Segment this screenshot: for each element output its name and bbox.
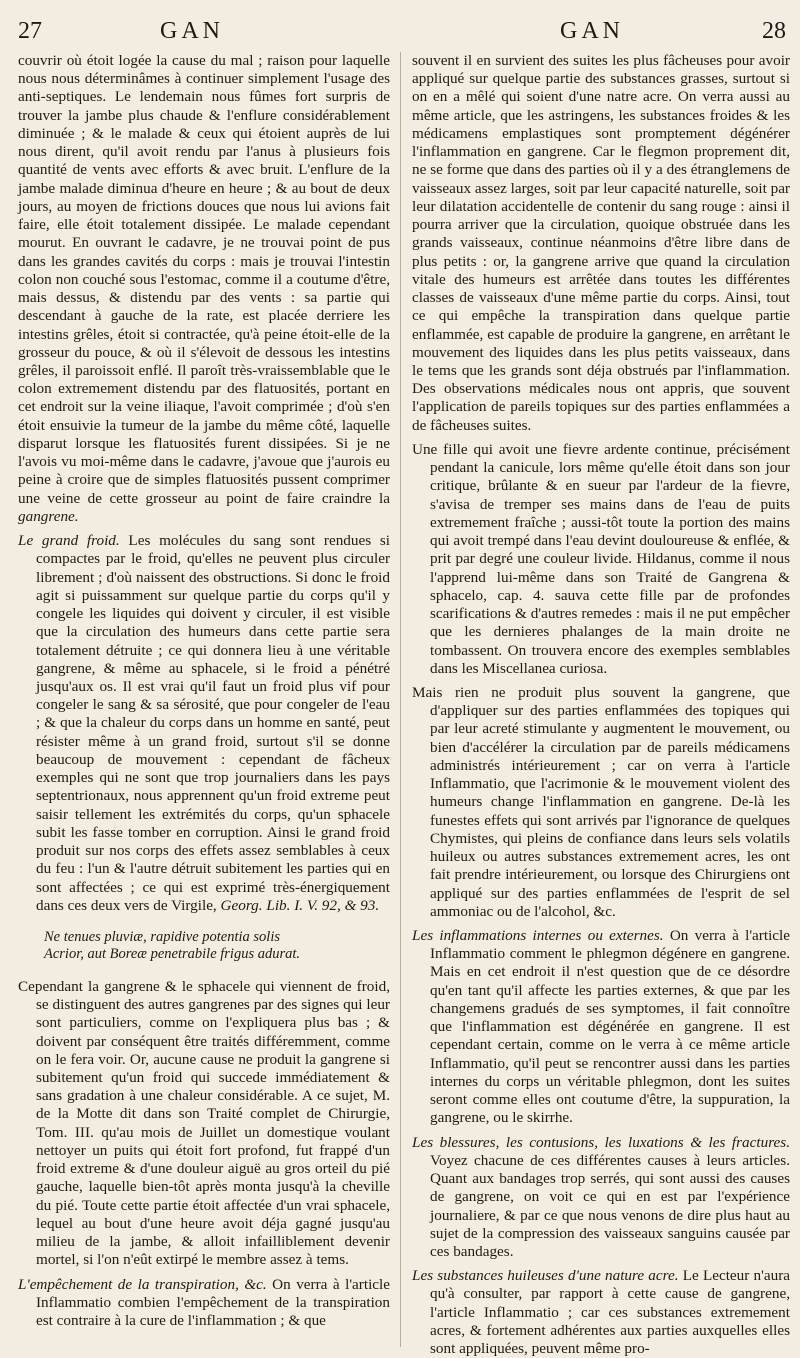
section-heading: Les blessures, les contusions, les luxations & les fractures. xyxy=(412,1133,790,1151)
paragraph: L'empêchement de la transpiration, &c. On verra à l'article Inflammatio combien l'empêchement de la transpiration est contraire à la cure de l'inflammation ; & que xyxy=(18,1275,390,1330)
citation: Georg. Lib. I. V. 92, & 93. xyxy=(220,896,380,914)
paragraph: Mais rien ne produit plus souvent la gangrene, que d'appliquer sur des parties enflammées des topiques qui par leur acreté stimulante y augmentent le mouvement, ou bien d'accélérer la circulation par de pareils médicamens administrés intérieurement ; car on verra à l'article Inflammatio, que l'acrimonie & le mouvement violent des humeurs change l'inflammation en gangrene. De-là les funestes effets qui sont arrivés par l'ignorance de quelques Chymistes, qui pleins de confiance dans leurs sels volatils huileux ou autres substances extremement acres, les ont fait prendre intérieurement, ou lorsque des Chirurgiens ont appliqué sur des parties enflammées de l'esprit de sel ammoniac ou de l'alcohol, &c. xyxy=(412,683,790,920)
verse-line: Ne tenues pluviæ, rapidive potentia solis xyxy=(44,929,281,946)
paragraph: Les substances huileuses d'une nature acre. Le Lecteur n'aura qu'à consulter, par rapport à cette cause de gangrene, l'article Inflammatio ; car ces substances extremement acres, & fortement adhérentes aux parties auxquelles elles sont appliquées, peuvent même pro- xyxy=(412,1267,790,1358)
right-page-number: 28 xyxy=(762,18,786,44)
paragraph: Les blessures, les contusions, les luxations & les fractures. Voyez chacune de ces différentes causes à leurs articles. Quant aux bandages trop serrés, qui sont aussi des causes de gangrene, on voit ce qui en est par l'expérience journaliere, & par ce que nous venons de dire plus haut au sujet de la compression des vaisseaux sanguins causée par ces bandages. xyxy=(412,1133,790,1260)
right-column xyxy=(412,52,790,1358)
section-heading: L'empêchement de la transpiration, &c. xyxy=(18,1275,267,1293)
left-running-title: GAN xyxy=(160,18,224,44)
section-heading: Le grand froid. xyxy=(18,532,120,550)
paragraph: couvrir où étoit logée la cause du mal ; raison pour laquelle nous nous déterminâmes à continuer simplement l'usage des anti-septiques. Le lendemain nous fûmes fort surpris de trouver la jambe plus chaude & l'enflure considérablement diminuée ; & le malade & ceux qui étoient auprès de lui nous dirent, qu'il avoit rendu par l'anus à plusieurs fois quantité de vents avec efforts & avec bruit. L'enflure de la jambe malade diminua d'heure en heure ; & au bout de deux jours, au moyen de frictions douces que nous lui avions fait faire, elle étoit totalement dissipée. Le malade cependant mourut. En ouvrant le cadavre, je ne trouvai point de pus dans les grandes cavités du corps : mais je trouvai l'intestin colon non couché sous l'estomac, comme il a coutume d'être, mais dessus, & distendu par des vents : sa partie qui descendant à gauche de la rate, est placée derriere les intestins grêles, étoit si contractée, qu'à peine étoit-elle de la grosseur du pouce, & où il s'élevoit de dessous les intestins grêles, il paroissoit enflé. Il paroît très-vraissemblable que le colon extremement distendu par des flatuosités, portant en cet endroit sur la veine iliaque, l'avoit comprimée ; d'où s'en étoit ensuivie la tumeur de la jambe du même côté, laquelle disparut lorsque les flatuosités furent dissipées. Si je ne l'avois vu moi-même dans le cadavre, j'avoue que j'aurois eu peine à croire que de simples flatuosités pussent comprimer une veine de cette grosseur au point de faire craindre la gangrene. xyxy=(18,52,390,525)
paragraph: Les inflammations internes ou externes. On verra à l'article Inflammatio comment le phlegmon dégénere en gangrene. Mais en cet endroit il n'est question que de ce désordre qu'en tant qu'il affecte les parties externes, & que par les changemens gradués de ses symptomes, il fait connoître que l'inflammation est dégénérée en gangrene. Il est cependant certain, comme on le verra à ce même article Inflammatio, qu'il peut se rencontrer aussi dans les parties internes du corps un véritable phlegmon, dont les suites seront comme elles ont coutume d'être, la suppuration, la gangrene, ou le skirrhe. xyxy=(412,927,790,1127)
italic-term: gangrene. xyxy=(18,507,79,525)
paragraph: Cependant la gangrene & le sphacele qui viennent de froid, se distinguent des autres gangrenes par des signes qui leur sont particuliers, comme on l'expliquera plus bas ; & doivent par conséquent être traités différemment, comme on le fera voir. Or, aucune cause ne produit la gangrene si subitement qu'un froid qui succede immédiatement & sans gradation à une chaleur considérable. A ce sujet, M. de la Motte dit dans son Traité complet de Chirurgie, Tom. III. qu'au mois de Juillet un domestique voulant nettoyer un puits qui étoit fort profond, fut frappé d'un froid extreme & d'une douleur aiguë au gros orteil du pié gauche, laquelle bien-tôt après monta jusqu'à la cheville du pié. Toute cette partie étoit affectée d'un vrai sphacele, lequel au bout d'une heure avoit déja gagné jusqu'au milieu de la jambe, & alloit infailliblement devenir mortel, si l'on n'eût extirpé le membre assez à tems. xyxy=(18,977,390,1269)
left-column xyxy=(18,52,390,1347)
section-heading: Les substances huileuses d'une nature acre. xyxy=(412,1267,679,1285)
verse-quotation xyxy=(44,929,390,964)
verse-line: Acrior, aut Boreæ penetrabile frigus adurat. xyxy=(44,946,301,963)
paragraph: Une fille qui avoit une fievre ardente continue, précisément pendant la canicule, lors même qu'elle étoit dans son jour critique, brûlante & en sueur par l'ardeur de la fievre, s'avisa de tremper ses mains dans de l'eau de puits extremement fraîche ; aussi-tôt toute la portion des mains qui avoit trempé dans l'eau devint douloureuse & enflée, & prit par degré une couleur livide. Hildanus, comme il nous l'apprend lui-même dans son Traité de Gangrena & sphacelo, cap. 4. sauva cette fille par de profondes scarifications & d'autres remedes : mais il ne put empêcher que les dernieres phalanges de la main droite ne tombassent. On trouvera encore des exemples semblables dans les Miscellanea curiosa. xyxy=(412,440,790,677)
paragraph: souvent il en survient des suites les plus fâcheuses pour avoir appliqué sur quelque partie des substances grasses, surtout si on en a mêlé qui soient d'une natre acre. On verra aussi au même article, que les astringens, les substances froides & les médicamens emplastiques sont promptement dégénérer l'inflammation en gangrene. Car le flegmon proprement dit, ne se forme que dans des parties où il y a des étranglemens de vaisseaux assez larges, soit par leur capacité naturelle, soit par leur dilatation accidentelle de contenir du sang rouge : ainsi il pourra arriver que la circulation, quoique obstruée dans les grands vaisseaux, continue néanmoins d'être libre dans de plus petits : or, la gangrene arrive que quand la circulation vitale des humeurs est arrêtée dans toutes les différentes classes de vaisseaux d'une même partie du corps. Ainsi, tout ce qui empêche la transpiration dans quelque partie enflammée, est capable de produire la gangrene, en arrêtant le mouvement des liquides dans les plus petits vaisseaux, dans le tems que les grands sont déja obstrués par l'inflammation. Des observations médicales nous ont appris, que souvent l'application de pareils topiques sur des parties enflammées a de fâcheuses suites. xyxy=(412,52,790,434)
paragraph: Le grand froid. Les molécules du sang sont rendues si compactes par le froid, qu'elles ne peuvent plus circuler librement ; d'où naissent des obstructions. Si donc le froid agit si puissamment sur quelque partie du corps qu'il y congele les liquides qui doivent y circuler, il est visible que la circulation des humeurs dans cette partie sera totalement détruite ; ce qui donnera lieu à une véritable gangrene, & même au sphacele, si le froid a pénétré jusqu'aux os. Il est vrai qu'il faut un froid plus vif pour congeler le sang & sa sérosité, que pour congeler de l'eau ; & que la chaleur du corps dans un homme en santé, peut résister même à un grand froid, surtout s'il se donne beaucoup de mouvement : cependant de fâcheux exemples qui ne sont que trop journaliers dans les pays septentrionaux, nous apprennent qu'un froid extreme peut saisir tellement les extrémités du corps, qu'un sphacele subit les fasse tomber en corruption. Ainsi le grand froid produit sur nos corps des effets assez semblables à ceux du feu : l'un & l'autre détruit subitement les parties qui en sont affectées ; ce qui est exprimé très-énergiquement dans ces deux vers de Virgile, Georg. Lib. I. V. 92, & 93. xyxy=(18,532,390,914)
section-heading: Les inflammations internes ou externes. xyxy=(412,927,664,945)
left-page-number: 27 xyxy=(18,18,42,44)
column-divider xyxy=(400,52,401,1347)
right-running-title: GAN xyxy=(560,18,624,44)
